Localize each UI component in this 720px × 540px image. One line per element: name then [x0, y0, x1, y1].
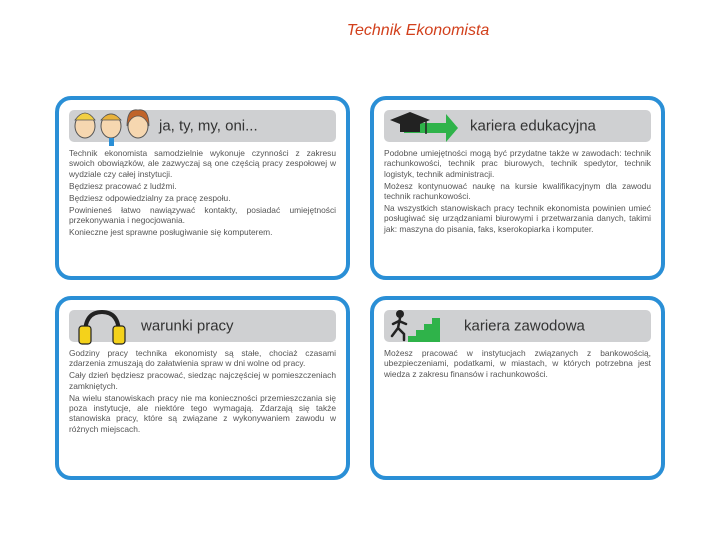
stairs-climber-icon — [390, 308, 440, 344]
card-paragraph: Powinieneś łatwo nawiązywać kontakty, posiadać umiejętności przekonywania i negocjowania. — [69, 204, 336, 225]
card-title: kariera edukacyjna — [470, 117, 596, 135]
card-paragraph: Na wielu stanowiskach pracy nie ma konieczności przemieszczania się poza instytucje, ale niektóre tego wymagają. Zdarzają się także stanowiska pracy, które są związane z wykonywaniem zawodu w różnych miejscach. — [69, 392, 336, 434]
card-paragraph: Godziny pracy technika ekonomisty są stałe, chociaż czasami zdarzenia zmuszają do załatwienia spraw w dni wolne od pracy. — [69, 348, 336, 369]
card-title: kariera zawodowa — [464, 317, 585, 335]
card-paragraph: Konieczne jest sprawne posługiwanie się komputerem. — [69, 226, 273, 237]
card-kariera-edukacyjna — [370, 96, 665, 280]
card-paragraph: Podobne umiejętności mogą być przydatne także w zawodach: technik rachunkowości, technik prac biurowych, technik spedytor, technik logistyk, technik administracji. — [384, 148, 651, 179]
card-body — [384, 348, 651, 381]
headphones-icon — [77, 308, 127, 346]
card-body — [384, 148, 651, 236]
card-title: ja, ty, my, oni... — [159, 117, 258, 135]
card-paragraph: Będziesz pracować z ludźmi. — [69, 180, 177, 191]
card-header — [384, 310, 651, 342]
card-body — [69, 348, 336, 436]
card-ja-ty-my-oni — [55, 96, 350, 280]
card-warunki-pracy — [55, 296, 350, 480]
card-header — [69, 110, 336, 142]
card-body — [69, 148, 336, 239]
card-paragraph: Możesz pracować w instytucjach związanych z bankowością, ubezpieczeniami, podatkami, w miastach, w których potrzebna jest wiedza z zakresu finansów i rachunkowości. — [384, 348, 651, 379]
card-paragraph: Cały dzień będziesz pracować, siedząc najczęściej w pomieszczeniach zamkniętych. — [69, 370, 336, 391]
card-paragraph: Będziesz odpowiedzialny za pracę zespołu. — [69, 192, 231, 203]
card-paragraph: Możesz kontynuować naukę na kursie kwalifikacyjnym dla zawodu technik rachunkowości. — [384, 180, 651, 202]
card-paragraph: Technik ekonomista samodzielnie wykonuje czynności z zakresu swoich obowiązków, ale zazwyczaj są one częścią pracy zespołowej w wydziale czy całej instytucji. — [69, 148, 336, 179]
graduation-cap-arrow-icon — [388, 108, 458, 144]
card-title: warunki pracy — [141, 317, 234, 335]
card-header — [384, 110, 651, 142]
people-faces-icon — [71, 102, 153, 148]
card-paragraph: Na wszystkich stanowiskach pracy technik ekonomista powinien umieć posługiwać się urządzaniami biurowymi i przetwarzania danych, takimi jak: maszyna do pisania, faks, kserokopiarka i komputer. — [384, 203, 651, 234]
card-kariera-zawodowa — [370, 296, 665, 480]
card-header — [69, 310, 336, 342]
page-title: Technik Ekonomista — [346, 22, 490, 39]
